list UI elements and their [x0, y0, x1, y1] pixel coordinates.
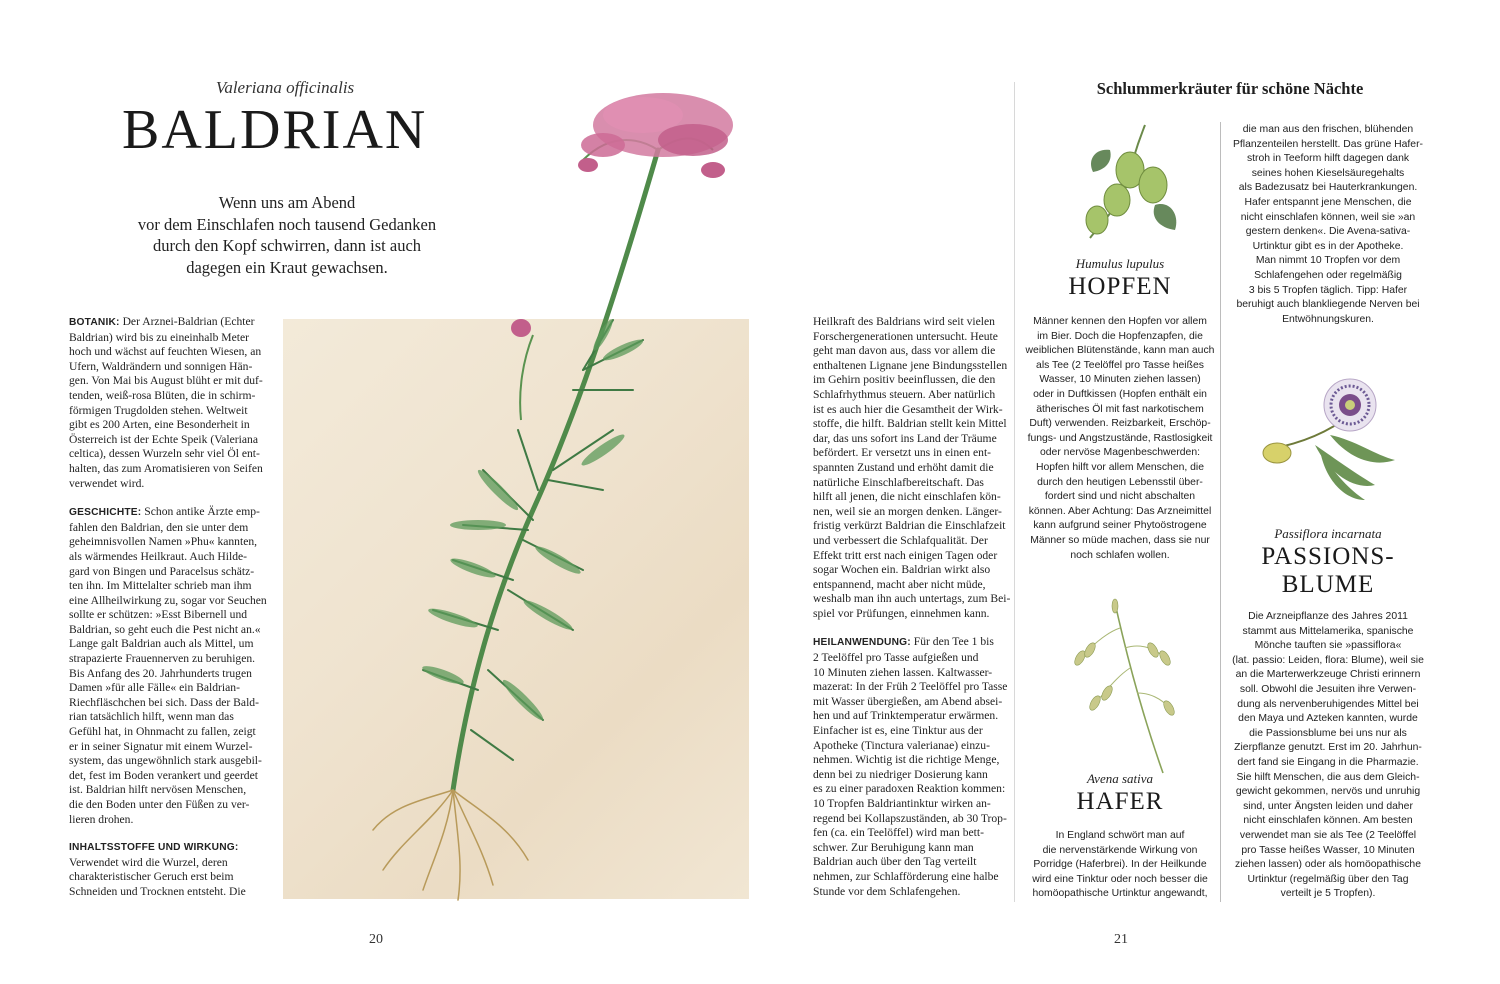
text-line: nehmen, zur Schlafförderung eine halbe [813, 869, 999, 883]
text-line: enthaltenen Lignane jene Bindungsstellen [813, 358, 1008, 372]
intro-line: vor dem Einschlafen noch tausend Gedanken [137, 214, 437, 234]
oat-text-continued [1226, 123, 1430, 327]
text-line: Die Arzneipflanze des Jahres 2011 [1248, 611, 1408, 622]
text-line: fristig verkürzt Baldrian die Einschlafzeit [813, 519, 1006, 533]
middle-text-column [813, 315, 1013, 899]
text-line: regend bei Kollapszuständen, ab 30 Trop- [813, 811, 1007, 825]
title-line: PASSIONS- [1261, 543, 1395, 570]
text-line: celtica), dessen Wurzeln sehr viel Öl ent- [69, 447, 260, 461]
text-line: stammt aus Mittelamerika, spanische [1242, 625, 1414, 637]
text-line: natürliche Einschlafbereitschaft. Das [813, 475, 984, 489]
intro-line: durch den Kopf schwirren, dann ist auch [152, 236, 422, 255]
text-line: Schlafengehen oder regelmäßig [1254, 269, 1402, 281]
text-line: die man aus den frischen, blühenden [1242, 124, 1414, 135]
text-line: rian tatsächlich hilft, wenn man das [69, 710, 234, 724]
section-heading: INHALTSSTOFFE UND WIRKUNG: [69, 842, 239, 854]
text-line: spannten Zustand und erhöht damit die [813, 460, 994, 474]
text-line: hoch und wächst auf feuchten Wiesen, an [69, 345, 262, 359]
text-line: Bis Anfang des 20. Jahrhunderts trugen [69, 666, 252, 680]
text-line: Stunde vor dem Schlafengehen. [813, 884, 961, 898]
text-line: Damen »für alle Fälle« ein Baldrian- [69, 681, 240, 695]
intro-line: Wenn uns am Abend [218, 193, 356, 212]
text-line: im Bier. Doch die Hopfenzapfen, die [1037, 330, 1203, 342]
text-line: an die Marterwerkzeuge Christi erinnern [1235, 669, 1421, 681]
text-line: gen. Von Mai bis August blüht er mit duf- [69, 374, 263, 388]
text-line: können. Aber Achtung: Das Arzneimittel [1028, 505, 1212, 517]
passionflower-latin-name: Passiflora incarnata [1274, 526, 1382, 541]
text-line: Baldrian auch über den Tag verteilt [813, 855, 977, 869]
text-line: als wärmendes Heilkraut. Auch Hilde- [69, 549, 248, 563]
text-line: Duft) verwenden. Reizbarkeit, Erschöp- [1029, 418, 1211, 430]
text-line: Verwendet wird die Wurzel, deren [69, 855, 228, 869]
text-line: stroh in Teeform hilft dagegen dank [1246, 153, 1410, 165]
text-line: stoffe, die hilft. Baldrian stellt kein Mittel [813, 417, 1007, 431]
text-line: spiel vor Prüfungen, einnehmen kann. [813, 606, 990, 620]
text-line: beruhigt auch blankliegende Nerven bei [1236, 299, 1420, 311]
oat-illustration [1065, 598, 1175, 778]
text-line: Der Arznei-Baldrian (Echter [122, 315, 255, 328]
text-line: geheimnisvollen Namen »Phu« kannten, [69, 535, 258, 549]
text-line: durch den heutigen Lebensstil über- [1037, 476, 1203, 488]
text-line: denn bei zu niedriger Dosierung kann [813, 767, 988, 781]
text-line: seines hohen Kieselsäuregehalts [1251, 167, 1405, 179]
text-line: Hopfen hilft vor allem Menschen, die [1035, 461, 1205, 473]
text-line: Baldrian) wird bis zu eineinhalb Meter [69, 330, 249, 344]
text-line: ten ihn. Im Mittelalter schrieb man ihm [69, 579, 252, 593]
text-line: Hafer entspannt jene Menschen, die [1244, 196, 1412, 208]
text-line: det, fest im Boden verankert und geerdet [69, 768, 258, 782]
text-line: ätherisches Öl mit fast narkotischem [1036, 403, 1204, 415]
passionflower-illustration [1255, 375, 1405, 505]
section-heading: HEILANWENDUNG: [813, 637, 911, 649]
text-line: Schneiden und Trocknen entsteht. Die [69, 884, 246, 898]
text-line: gard von Bingen und Paracelsus schätz- [69, 564, 255, 578]
text-line: dung als nervenberuhigendes Mittel bei [1237, 698, 1419, 710]
hops-illustration [1075, 120, 1185, 245]
text-line: Ufern, Waldrändern und sonnigen Hän- [69, 359, 253, 373]
text-line: noch schlafen wollen. [1070, 549, 1170, 561]
text-line: Entwöhnungskuren. [1282, 313, 1374, 325]
text-line: fen (ca. ein Teelöffel) wird man bett- [813, 826, 984, 840]
text-line: nicht einschlafen können, weil sie »an [1240, 211, 1416, 223]
text-line: weshalb man ihn auch untertags, zum Bei- [813, 592, 1011, 606]
text-line: charakteristischer Geruch erst beim [69, 870, 234, 884]
page-number-right: 21 [1114, 932, 1128, 947]
text-line: als Badezusatz bei Hauterkrankungen. [1238, 182, 1418, 194]
title-line: BLUME [1281, 571, 1375, 598]
text-line: homöopathische Urtinktur angewandt, [1032, 888, 1208, 900]
text-line: Effekt tritt erst nach einigen Tagen oder [813, 548, 998, 562]
left-text-column [69, 315, 269, 900]
text-line: sollte er schützen: »Esst Bibernell und [69, 608, 248, 622]
page-title: BALDRIAN [122, 99, 428, 161]
text-line: wird eine Tinktur oder noch besser die [1032, 873, 1208, 885]
text-line: und verbessert die Schlafqualität. Der [813, 533, 988, 547]
text-line: fahlen den Baldrian, den sie unter dem [69, 520, 249, 534]
text-line: 3 bis 5 Tropfen täglich. Tipp: Hafer [1248, 284, 1408, 296]
hops-latin-name: Humulus lupulus [1075, 256, 1165, 271]
text-line: ist es auch hier die Gesamtheit der Wirk- [813, 402, 1003, 416]
valerian-illustration [283, 70, 753, 910]
text-line: im Gehirn positiv beeinflussen, die den [813, 373, 996, 387]
text-line: Man nimmt 10 Tropfen vor dem [1255, 255, 1401, 267]
text-line: fungs- und Angstzustände, Rastlosigkeit [1027, 432, 1213, 444]
text-line: verwendet man sie als Tee (2 Teelöffel [1239, 829, 1417, 841]
text-line: verwendet wird. [69, 476, 145, 490]
text-line: Pflanzenteilen herstellt. Das grüne Hafer- [1232, 138, 1423, 150]
text-line: Riechfläschchen bei sich. Dass der Bald- [69, 695, 259, 709]
passionflower-title [1228, 543, 1428, 599]
text-line: halten, das zum Aromatisieren von Seifen [69, 461, 263, 475]
text-line: lieren drohen. [69, 812, 134, 826]
text-line: 10 Minuten ziehen lassen. Kaltwasser- [813, 665, 993, 679]
text-line: mit Wasser übergießen, am Abend absei- [813, 694, 1003, 708]
text-line: Schon antike Ärzte emp- [144, 505, 260, 519]
oat-title: HAFER [1076, 788, 1164, 815]
column-divider [1220, 122, 1221, 902]
text-line: er in seiner Signatur mit einem Wurzel- [69, 739, 253, 753]
text-line: Forschergenerationen untersucht. Heute [813, 329, 998, 343]
text-line: system, das ungewöhnlich stark ausgebil- [69, 754, 262, 768]
text-line: schwer. Zur Beruhigung kann man [813, 840, 974, 854]
text-line: nicht einschlafen können. Am besten [1243, 815, 1413, 827]
text-line: Schlafrhythmus steuern. Aber natürlich [813, 387, 996, 401]
section-heading: BOTANIK: [69, 317, 120, 328]
oat-latin-name: Avena sativa [1086, 771, 1154, 786]
text-line: In England schwört man auf [1055, 830, 1185, 841]
text-line: als Tee (2 Teelöffel pro Tasse heißes [1036, 359, 1204, 371]
text-line: es zu einer paradoxen Reaktion kommen: [813, 782, 1006, 796]
text-line: nehmen. Wichtig ist die richtige Menge, [813, 753, 1000, 767]
latin-name: Valeriana officinalis [215, 78, 355, 97]
text-line: Wasser, 10 Minuten ziehen lassen) [1039, 374, 1201, 386]
text-line: Männer so müde machen, dass sie nur [1030, 534, 1210, 546]
text-line: (lat. passio: Leiden, flora: Blume), weil sie [1232, 654, 1424, 666]
text-line: Apotheke (Tinctura valerianae) einzu- [813, 738, 990, 752]
passionflower-text [1226, 610, 1430, 902]
text-line: tenden, weiß-rosa Blüten, die in schirm- [69, 388, 256, 402]
text-line: oder nervöse Magenbeschwerden: [1040, 447, 1200, 459]
text-line: verteilt je 5 Tropfen). [1280, 888, 1376, 900]
text-line: fordert sind und nicht abschalten [1044, 491, 1196, 503]
text-line: Baldrian, so geht euch die Pest nicht an.« [69, 622, 261, 636]
text-line: sind, unter Ängsten leiden und daher [1243, 800, 1413, 812]
hops-title: HOPFEN [1068, 273, 1172, 300]
text-line: dert fand sie Eingang in die Pharmazie. [1237, 756, 1419, 768]
text-line: gestern denken«. Die Avena-sativa- [1245, 226, 1411, 238]
text-line: Zierpflanze genutzt. Erst im 20. Jahrhun- [1234, 742, 1422, 754]
text-line: 10 Tropfen Baldriantinktur wirken an- [813, 797, 991, 810]
text-line: pro Tasse heißes Wasser, 10 Minuten [1241, 844, 1415, 856]
text-line: die Passionsblume bei uns nur als [1249, 727, 1407, 739]
text-line: förmigen Trugdolden stehen. Weltweit [69, 403, 248, 417]
text-line: die den Boden unter den Füßen zu ver- [69, 798, 250, 811]
text-line: die nervenstärkende Wirkung von [1042, 844, 1198, 856]
text-line: Einfacher ist es, eine Tinktur aus der [813, 724, 983, 738]
text-line: Gefühl hat, in Ohnmacht zu fallen, zeigt [69, 725, 256, 739]
page-gutter-line [1014, 82, 1015, 902]
text-line: nen, weil sie an morgen denken. Länger- [813, 504, 1002, 518]
text-line: Porridge (Haferbrei). In der Heilkunde [1033, 859, 1207, 871]
intro-line: dagegen ein Kraut gewachsen. [186, 257, 388, 277]
text-line: Urtinktur gibt es in der Apotheke. [1252, 240, 1404, 252]
section-heading: GESCHICHTE: [69, 507, 142, 519]
text-line: soll. Obwohl die Jesuiten ihre Verwen- [1239, 683, 1417, 695]
text-line: ist. Baldrian hilft nervösen Menschen, [69, 783, 247, 797]
text-line: hilft all jenen, die nicht einschlafen kön- [813, 490, 1001, 504]
text-line: Lange galt Baldrian auch als Mittel, um [69, 637, 254, 651]
text-line: ziehen lassen) oder als homöopathische [1235, 859, 1421, 871]
text-line: kann aufgrund seiner Phytoöstrogene [1033, 520, 1207, 532]
text-line: hen und auf Trinktemperatur erwärmen. [813, 709, 999, 723]
text-line: Urtinktur (regelmäßig über den Tag [1247, 873, 1409, 885]
text-line: geht man davon aus, dass vor allem die [813, 344, 996, 358]
text-line: Österreich ist der Echte Speik (Valeriana [69, 432, 258, 446]
text-line: eine Allheilwirkung zu, sogar vor Seuchen [69, 593, 267, 607]
right-page-heading: Schlummerkräuter für schöne Nächte [1096, 79, 1364, 98]
text-line: dar, das uns sofort ins Land der Träume [813, 431, 997, 445]
hops-text [1022, 315, 1218, 563]
text-line: befördert. Er versetzt uns in einen ent- [813, 446, 992, 460]
text-line: den Maya und Azteken kannten, wurde [1238, 713, 1418, 725]
text-line: sogar Wochen ein. Baldrian wirkt also [813, 563, 991, 577]
text-line: entspannend, macht aber nicht müde, [813, 577, 986, 591]
text-line: mazerat: In der Früh 2 Teelöffel pro Tasse [813, 680, 1008, 694]
text-line: Mönche tauften sie »passiflora« [1254, 640, 1402, 652]
text-line: strapazierte Frauennerven zu beruhigen. [69, 652, 256, 666]
page-number-left: 20 [369, 932, 383, 947]
text-line: weiblichen Blütenstände, kann man auch [1025, 345, 1215, 357]
text-line: Heilkraft des Baldrians wird seit vielen [813, 315, 995, 328]
text-line: oder in Duftkissen (Hopfen enthält ein [1033, 388, 1207, 400]
text-line: gewicht gekommen, nervös und unruhig [1235, 786, 1421, 798]
text-line: gibt es 200 Arten, eine Besonderheit in [69, 418, 250, 432]
text-line: 2 Teelöffel pro Tasse aufgießen und [813, 651, 979, 665]
text-line: Für den Tee 1 bis [913, 635, 994, 649]
oat-text [1022, 829, 1218, 902]
text-line: Sie hilft Menschen, die aus dem Gleich- [1236, 771, 1420, 783]
text-line: Männer kennen den Hopfen vor allem [1033, 316, 1207, 327]
